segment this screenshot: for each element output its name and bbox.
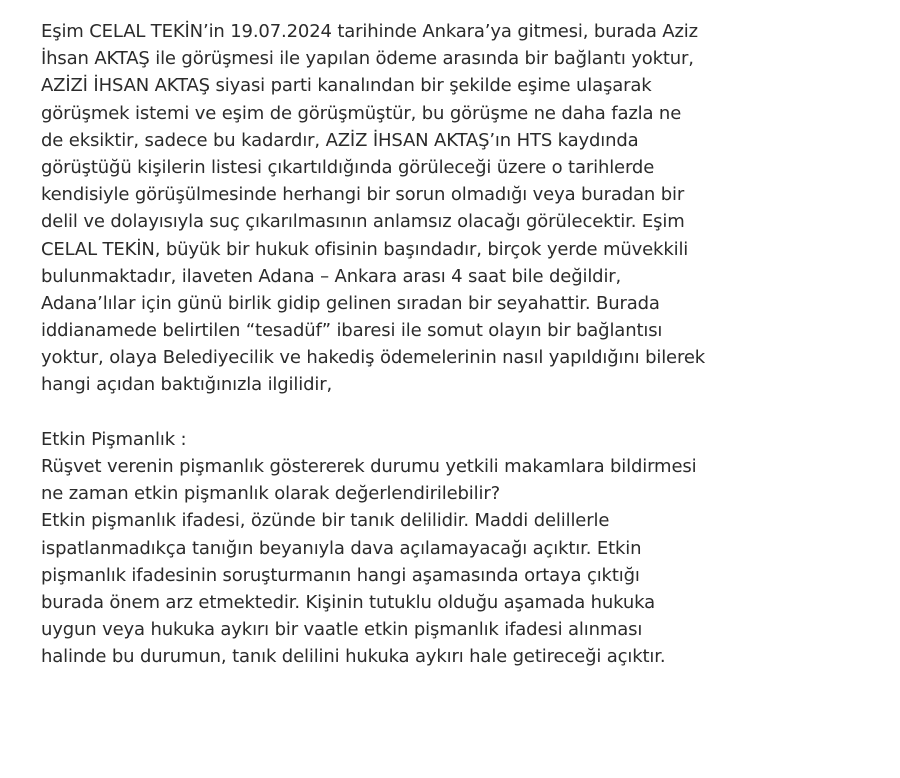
text-line: kendisiyle görüşülmesinde herhangi bir sorun olmadığı veya buradan bir [41,184,685,206]
paragraph-spacer [41,399,871,426]
text-line: AZİZİ İHSAN AKTAŞ siyasi parti kanalından bir şekilde eşime ulaşarak [41,75,652,97]
text-line: Eşim CELAL TEKİN’in 19.07.2024 tarihinde Ankara’ya gitmesi, burada Aziz [41,21,698,42]
section-heading: Etkin Pişmanlık : [41,428,187,450]
text-line: CELAL TEKİN, büyük bir hukuk ofisinin başındadır, birçok yerde müvekkili [41,238,689,260]
text-line: Rüşvet verenin pişmanlık göstererek durumu yetkili makamlara bildirmesi [41,456,697,477]
document-body [41,18,871,671]
paragraph-celal-tekin [41,18,871,399]
text-line: görüşmek istemi ve eşim de görüşmüştür, bu görüşme ne daha fazla ne [41,102,682,124]
section-etkin-pismanlik [41,426,871,671]
text-line: uygun veya hukuka aykırı bir vaatle etkin pişmanlık ifadesi alınması [41,619,643,641]
text-line: delil ve dolayısıyla suç çıkarılmasının anlamsız olacağı görülecektir. Eşim [41,211,685,233]
text-line: halinde bu durumun, tanık delilini hukuka aykırı hale getireceği açıktır. [41,646,666,668]
text-line: burada önem arz etmektedir. Kişinin tutuklu olduğu aşamada hukuka [41,591,655,613]
text-line: Adana’lılar için günü birlik gidip gelinen sıradan bir seyahattir. Burada [41,292,660,314]
text-line: de eksiktir, sadece bu kadardır, AZİZ İHSAN AKTAŞ’ın HTS kaydında [41,129,639,151]
question-block [41,453,871,507]
text-line: iddianamede belirtilen “tesadüf” ibaresi ile somut olayın bir bağlantısı [41,320,663,342]
text-line: Etkin pişmanlık ifadesi, özünde bir tanık delilidir. Maddi delillerle [41,510,610,532]
text-line: ispatlanmadıkça tanığın beyanıyla dava açılamayacağı açıktır. Etkin [41,537,642,559]
text-line: görüştüğü kişilerin listesi çıkartıldığında görüleceği üzere o tarihlerde [41,156,655,178]
answer-block [41,507,871,670]
text-line: hangi açıdan baktığınızla ilgilidir, [41,374,333,396]
text-line: bulunmaktadır, ilaveten Adana – Ankara arası 4 saat bile değildir, [41,265,622,287]
text-line: İhsan AKTAŞ ile görüşmesi ile yapılan ödeme arasında bir bağlantı yoktur, [41,48,694,70]
text-line: pişmanlık ifadesinin soruşturmanın hangi aşamasında ortaya çıktığı [41,564,640,586]
text-line: ne zaman etkin pişmanlık olarak değerlendirilebilir? [41,483,500,505]
text-line: yoktur, olaya Belediyecilik ve hakediş ödemelerinin nasıl yapıldığını bilerek [41,347,706,369]
